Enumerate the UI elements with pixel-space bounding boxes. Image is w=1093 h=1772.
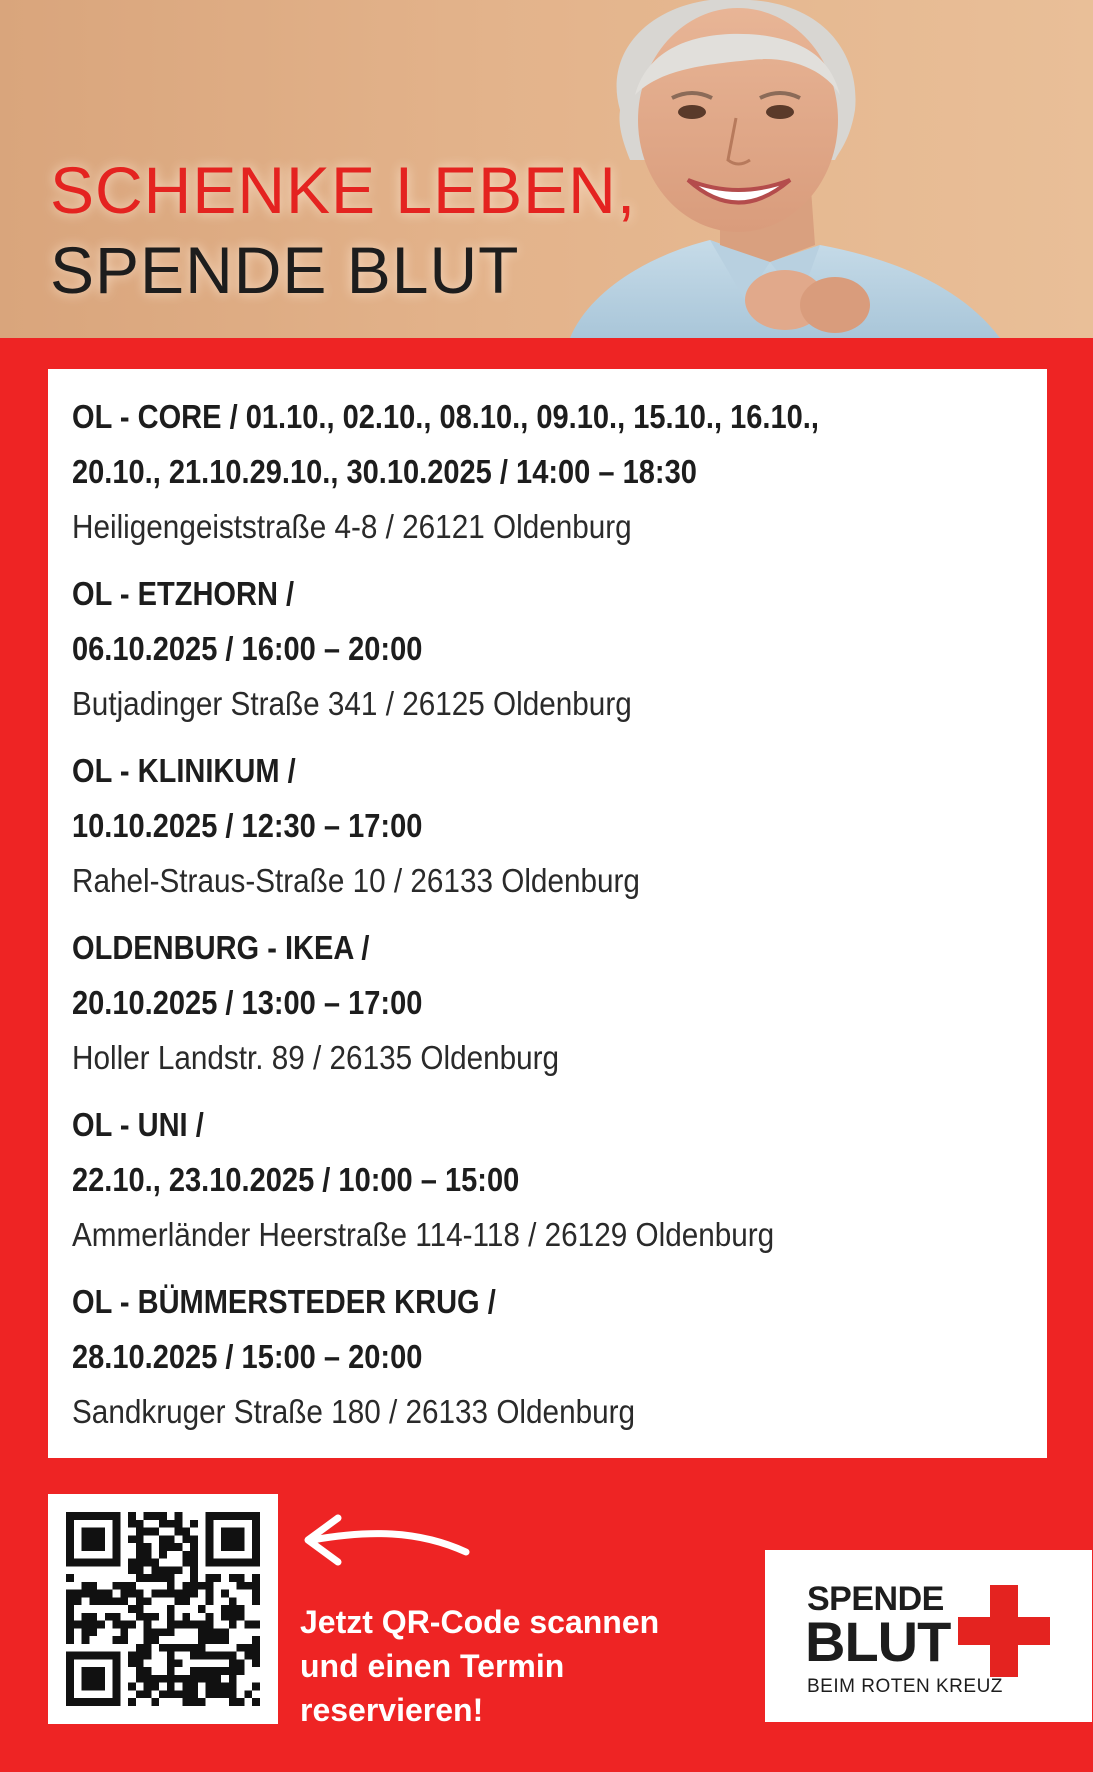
entry-address: Heiligengeiststraße 4-8 / 26121 Oldenburg <box>72 508 632 545</box>
schedule-entry-ikea <box>72 920 1027 1085</box>
schedule-list <box>72 389 1027 1451</box>
cta-line-1: Jetzt QR-Code scannen <box>300 1604 660 1640</box>
entry-address: Rahel-Straus-Straße 10 / 26133 Oldenburg <box>72 862 640 899</box>
entry-title: OL - KLINIKUM / <box>72 752 296 789</box>
entry-title: OL - BÜMMERSTEDER KRUG / <box>72 1283 496 1320</box>
arrow-left-icon <box>298 1510 473 1570</box>
logo-blut-text: BLUT <box>805 1610 951 1673</box>
logo-subtitle: BEIM ROTEN KREUZ <box>807 1676 1003 1697</box>
schedule-entry-uni <box>72 1097 1027 1262</box>
entry-dates: 20.10., 21.10.29.10., 30.10.2025 / 14:00 – 18:30 <box>72 453 697 490</box>
entry-address: Sandkruger Straße 180 / 26133 Oldenburg <box>72 1393 636 1430</box>
entry-title: OL - UNI / <box>72 1106 204 1143</box>
entry-address: Butjadinger Straße 341 / 26125 Oldenburg <box>72 685 632 722</box>
red-cross-icon <box>958 1585 1050 1677</box>
cta-line-2: und einen Termin <box>300 1648 565 1684</box>
entry-title: OLDENBURG - IKEA / <box>72 929 370 966</box>
entry-dates: 06.10.2025 / 16:00 – 20:00 <box>72 630 423 667</box>
logo-spende-text: SPENDE <box>807 1580 944 1618</box>
schedule-entry-core <box>72 389 1027 554</box>
schedule-entry-etzhorn <box>72 566 1027 731</box>
headline-line-1: SCHENKE LEBEN, <box>50 153 637 227</box>
entry-dates: 10.10.2025 / 12:30 – 17:00 <box>72 807 423 844</box>
entry-address: Ammerländer Heerstraße 114-118 / 26129 Oldenburg <box>72 1216 775 1253</box>
entry-dates: 20.10.2025 / 13:00 – 17:00 <box>72 984 423 1021</box>
schedule-card <box>48 369 1047 1458</box>
headline-line-2: SPENDE BLUT <box>50 233 520 307</box>
entry-title: OL - ETZHORN / <box>72 575 295 612</box>
entry-dates: 22.10., 23.10.2025 / 10:00 – 15:00 <box>72 1161 520 1198</box>
qr-code-icon <box>66 1512 260 1706</box>
schedule-entry-buemmersteder-krug <box>72 1274 1027 1439</box>
entry-title: OL - CORE / 01.10., 02.10., 08.10., 09.10., 15.10., 16.10., <box>72 398 819 435</box>
portrait-image <box>560 0 1093 338</box>
entry-address: Holler Landstr. 89 / 26135 Oldenburg <box>72 1039 560 1076</box>
cta-line-3: reservieren! <box>300 1692 484 1728</box>
schedule-entry-klinikum <box>72 743 1027 908</box>
hero-banner <box>0 0 1093 338</box>
entry-dates: 28.10.2025 / 15:00 – 20:00 <box>72 1338 423 1375</box>
spende-blut-logo <box>765 1550 1092 1722</box>
cta-text <box>300 1600 659 1732</box>
headline <box>50 150 636 310</box>
qr-code[interactable] <box>48 1494 278 1724</box>
